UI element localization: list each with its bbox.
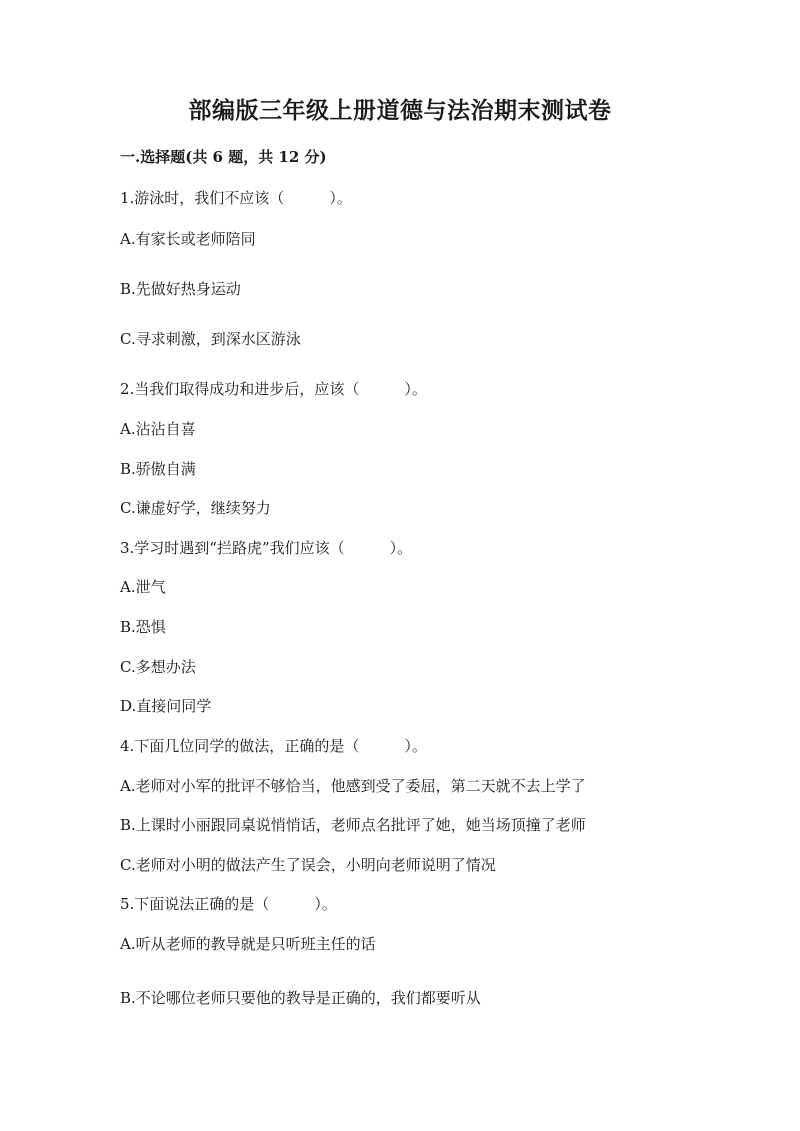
question-stem: 3.学习时遇到“拦路虎”我们应该（ ）。 — [120, 539, 413, 557]
answer-option: A.老师对小军的批评不够恰当，他感到受了委屈，第二天就不去上学了 — [120, 777, 586, 795]
answer-option: B.骄傲自满 — [120, 460, 196, 478]
answer-option: A.沾沾自喜 — [120, 420, 196, 438]
page-title: 部编版三年级上册道德与法治期末测试卷 — [188, 97, 612, 124]
question-stem: 4.下面几位同学的做法，正确的是（ ）。 — [120, 737, 427, 755]
answer-option: B.先做好热身运动 — [120, 280, 241, 298]
answer-option: B.不论哪位老师只要他的教导是正确的，我们都要听从 — [120, 989, 481, 1007]
question-stem: 2.当我们取得成功和进步后，应该（ ）。 — [120, 380, 427, 398]
answer-option: C.老师对小明的做法产生了误会，小明向老师说明了情况 — [120, 856, 496, 874]
answer-option: B.上课时小丽跟同桌说悄悄话，老师点名批评了她，她当场顶撞了老师 — [120, 816, 586, 834]
answer-option: B.恐惧 — [120, 618, 166, 636]
answer-option: A.有家长或老师陪同 — [120, 230, 256, 248]
answer-option: A.听从老师的教导就是只听班主任的话 — [120, 935, 376, 953]
answer-option: C.谦虚好学，继续努力 — [120, 499, 271, 517]
answer-option: A.泄气 — [120, 578, 166, 596]
question-stem: 1.游泳时，我们不应该（ ）。 — [120, 189, 352, 207]
question-stem: 5.下面说法正确的是（ ）。 — [120, 895, 337, 913]
answer-option: D.直接问同学 — [120, 697, 212, 715]
answer-option: C.多想办法 — [120, 658, 196, 676]
answer-option: C.寻求刺激，到深水区游泳 — [120, 330, 301, 348]
section-heading: 一.选择题(共 6 题，共 12 分) — [120, 148, 327, 166]
